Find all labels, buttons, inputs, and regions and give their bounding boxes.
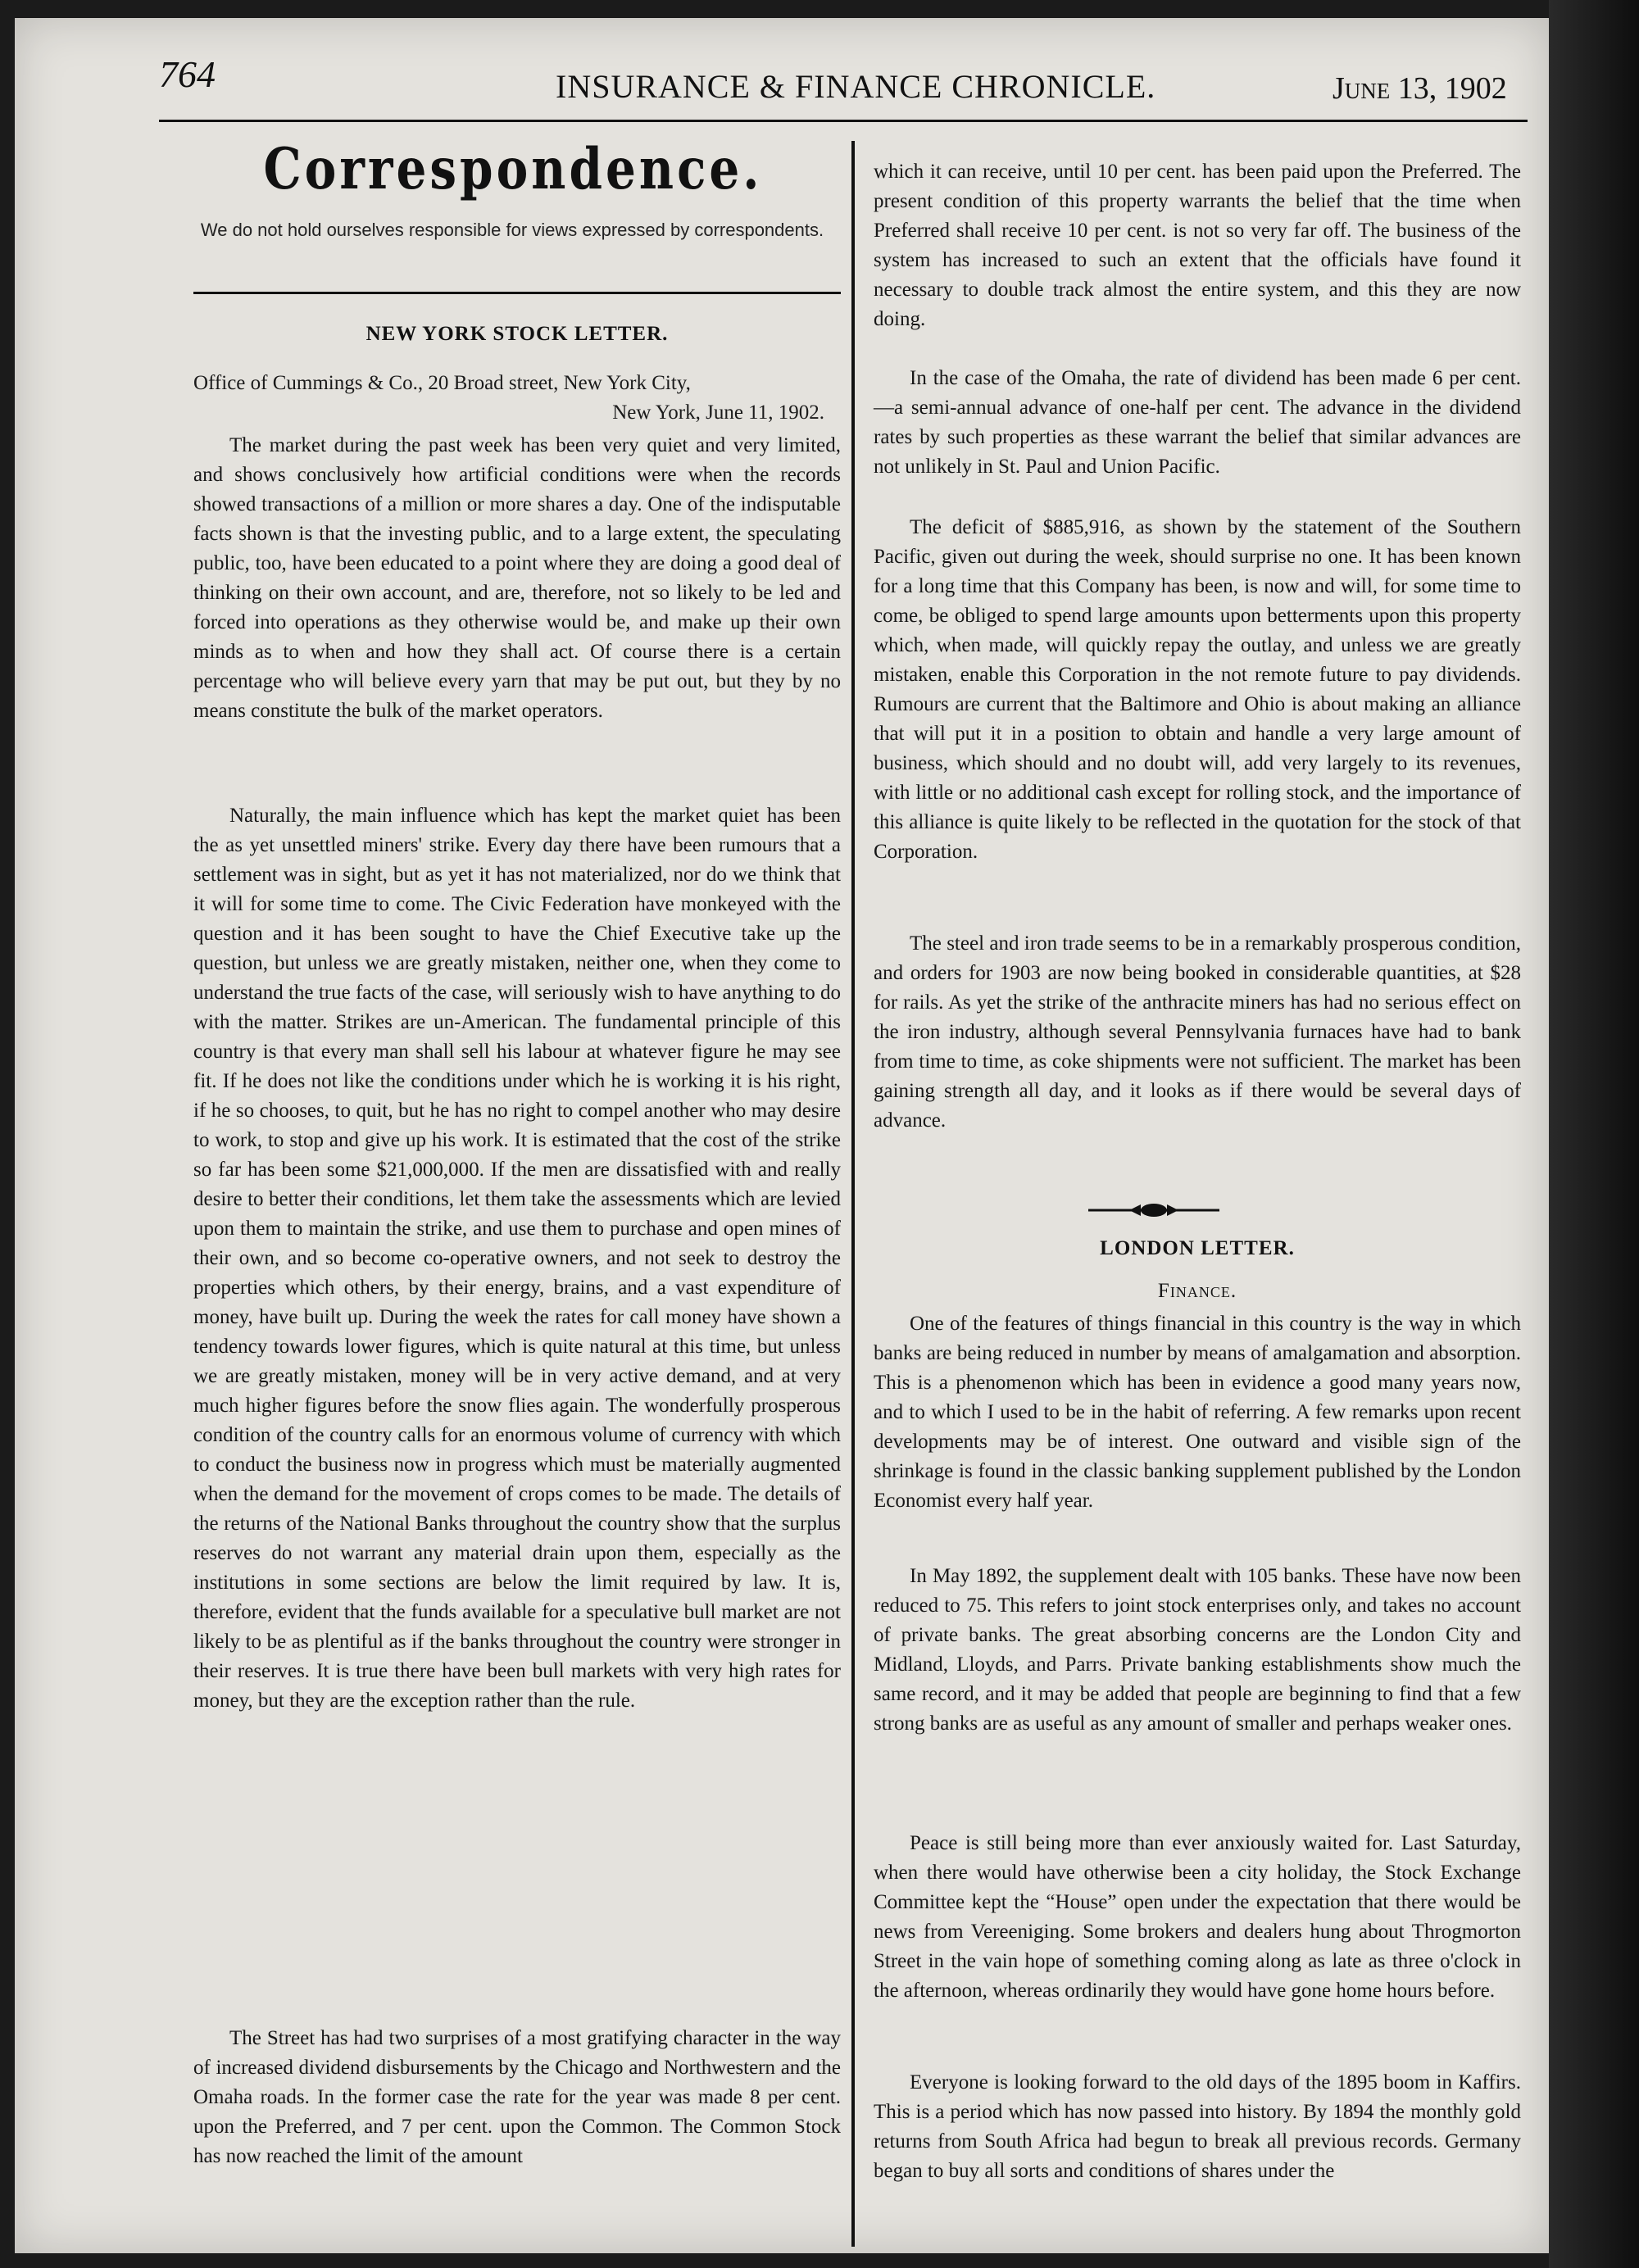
article-paragraph: In May 1892, the supplement dealt with 105 banks. These have now been reduced to 75. This refers to joint stock enterprises only, and takes no account of private banks. The great absorbing concerns are the London City and Midland, Lloyds, and Parrs. Private banking establishments show much the same record, and it may be added that people are beginning to find that a few strong banks are as useful as any amount of smaller and perhaps weaker ones.: [874, 1565, 1521, 1735]
article-paragraph: Everyone is looking forward to the old days of the 1895 boom in Kaffirs. This is a period which has now passed into history. By 1894 the monthly gold returns from South Africa had begun to break all previous records. Germany began to buy all sorts and conditions of shares under the: [874, 2071, 1521, 2182]
newspaper-page: [15, 18, 1549, 2253]
dateline-date: New York, June 11, 1902.: [612, 401, 824, 424]
ornament-divider: [1088, 1201, 1219, 1222]
article-paragraph: One of the features of things financial in this country is the way in which banks are being reduced in number by means of amalgamation and absorption. This is a phenomenon which has been in evidence a good many years now, and to which I used to be in the habit of referring. A few remarks upon recent developments may be of interest. One outward and visible sign of the shrinkage is found in the classic banking supplement published by the London Economist every half year.: [874, 1313, 1521, 1512]
finance-subheading: Finance.: [1157, 1280, 1237, 1302]
new-york-letter-heading: NEW YORK STOCK LETTER.: [365, 323, 669, 345]
page-number: 764: [159, 53, 216, 95]
london-letter-heading: LONDON LETTER.: [1100, 1237, 1295, 1259]
issue-date: June 13, 1902: [1333, 71, 1507, 106]
section-disclaimer: We do not hold ourselves responsible for views expressed by correspondents.: [200, 220, 824, 240]
column-divider: [851, 141, 855, 2247]
article-paragraph: The market during the past week has been very quiet and very limited, and shows conclusively how artificial conditions were when the records showed transactions of a million or more shares a day. One of the indisputable facts shown is that the investing public, and to a large extent, the speculating public, too, have been educated to a point where they are doing a good deal of thinking on their own account, and are, therefore, not so likely to be led and forced into operations as they otherwise would be, and make up their own minds as to when and how they shall act. Of course there is a certain percentage who will believe every yarn that may be put out, but they by no means constitute the bulk of the market operators.: [193, 434, 841, 722]
section-rule: [193, 292, 841, 294]
dateline-office: Office of Cummings & Co., 20 Broad street, New York City,: [193, 372, 691, 394]
journal-title: INSURANCE & FINANCE CHRONICLE.: [556, 68, 1156, 105]
article-paragraph: The steel and iron trade seems to be in a remarkably prosperous condition, and orders for 1903 are now being booked in considerable quantities, at $28 for rails. As yet the strike of the anthracite miners has had no serious effect on the iron industry, although several Pennsylvania furnaces have had to bank from time to time, as coke shipments were not sufficient. The market has been gaining strength all day, and it looks as if there would be several days of advance.: [874, 932, 1521, 1132]
article-paragraph: The Street has had two surprises of a most gratifying character in the way of increased dividend disbursements by the Chicago and Northwestern and the Omaha roads. In the former case the rate for the year was made 8 per cent. upon the Preferred, and 7 per cent. upon the Common. The Common Stock has now reached the limit of the amount: [193, 2027, 841, 2167]
article-paragraph: In the case of the Omaha, the rate of dividend has been made 6 per cent.—a semi-annual advance of one-half per cent. The advance in the dividend rates by such properties as these warrant the belief that similar advances are not unlikely in St. Paul and Union Pacific.: [874, 367, 1521, 478]
scan-border: [1549, 0, 1639, 2268]
header-rule: [159, 120, 1528, 122]
article-paragraph: Peace is still being more than ever anxiously waited for. Last Saturday, when there would have otherwise been a city holiday, the Stock Exchange Committee kept the “House” open under the expectation that there would be news from Vereeniging. Some brokers and dealers hung about Throgmorton Street in the vain hope of something coming along as late as three o'clock in the afternoon, whereas ordinarily they would have gone home hours before.: [874, 1832, 1521, 2002]
section-title: Correspondence.: [263, 135, 763, 202]
dateline: [193, 369, 841, 428]
article-paragraph: The deficit of $885,916, as shown by the statement of the Southern Pacific, given out during the week, should surprise no one. It has been known for a long time that this Company has been, is now and will, for some time to come, be obliged to spend large amounts upon betterments upon this property which, when made, will quickly repay the outlay, and unless we are greatly mistaken, enable this Corporation in the not remote future to pay dividends. Rumours are current that the Baltimore and Ohio is about making an alliance that will put it in a position to obtain and handle a very large amount of business, which should and no doubt will, add very largely to its revenues, with little or no additional cash except for rolling stock, and the importance of this alliance is quite likely to be reflected in the quotation for the stock of that Corporation.: [874, 516, 1521, 863]
article-paragraph: which it can receive, until 10 per cent. has been paid upon the Preferred. The present condition of this property warrants the belief that the time when Preferred shall receive 10 per cent. is not so very far off. The business of the system has increased to such an extent that the officials have found it necessary to double track almost the entire system, and this they are now doing.: [874, 161, 1521, 330]
article-paragraph: Naturally, the main influence which has kept the market quiet has been the as yet unsettled miners' strike. Every day there have been rumours that a settlement was in sight, but as yet it has not materialized, nor do we think that it will for some time to come. The Civic Federation have monkeyed with the question and it has been sought to have the Chief Executive take up the question, but unless we are greatly mistaken, neither one, when they come to understand the true facts of the case, will seriously wish to have anything to do with the matter. Strikes are un-American. The fundamental principle of this country is that every man shall sell his labour at whatever figure he may see fit. If he does not like the conditions under which he is working it is his right, if he so chooses, to quit, but he has no right to compel another who may desire to work, to stop and give up his work. It is estimated that the cost of the strike so far has been some $21,000,000. If the men are dissatisfied with and really desire to better their conditions, let them take the assessments which are levied upon them to maintain the strike, and use them to purchase and open mines of their own, and so become co-operative owners, and not seek to destroy the properties which others, by their energy, brains, and a vast expenditure of money, have built up. During the week the rates for call money have shown a tendency towards lower figures, which is quite natural at this time, but unless we are greatly mistaken, money will be in very active demand, and at very much higher figures before the snow flies again. The wonderfully prosperous condition of the country calls for an enormous volume of currency with which to conduct the business now in progress which must be materially augmented when the demand for the movement of crops comes to be made. The details of the returns of the National Banks throughout the country show that the surplus reserves do not warrant any material drain upon them, especially as the institutions in some sections are below the limit required by law. It is, therefore, evident that the funds available for a speculative bull market are not likely to be as plentiful as if the banks throughout the country were stronger in their reserves. It is true there have been bull markets with very high rates for money, but they are the exception rather than the rule.: [193, 805, 841, 1712]
